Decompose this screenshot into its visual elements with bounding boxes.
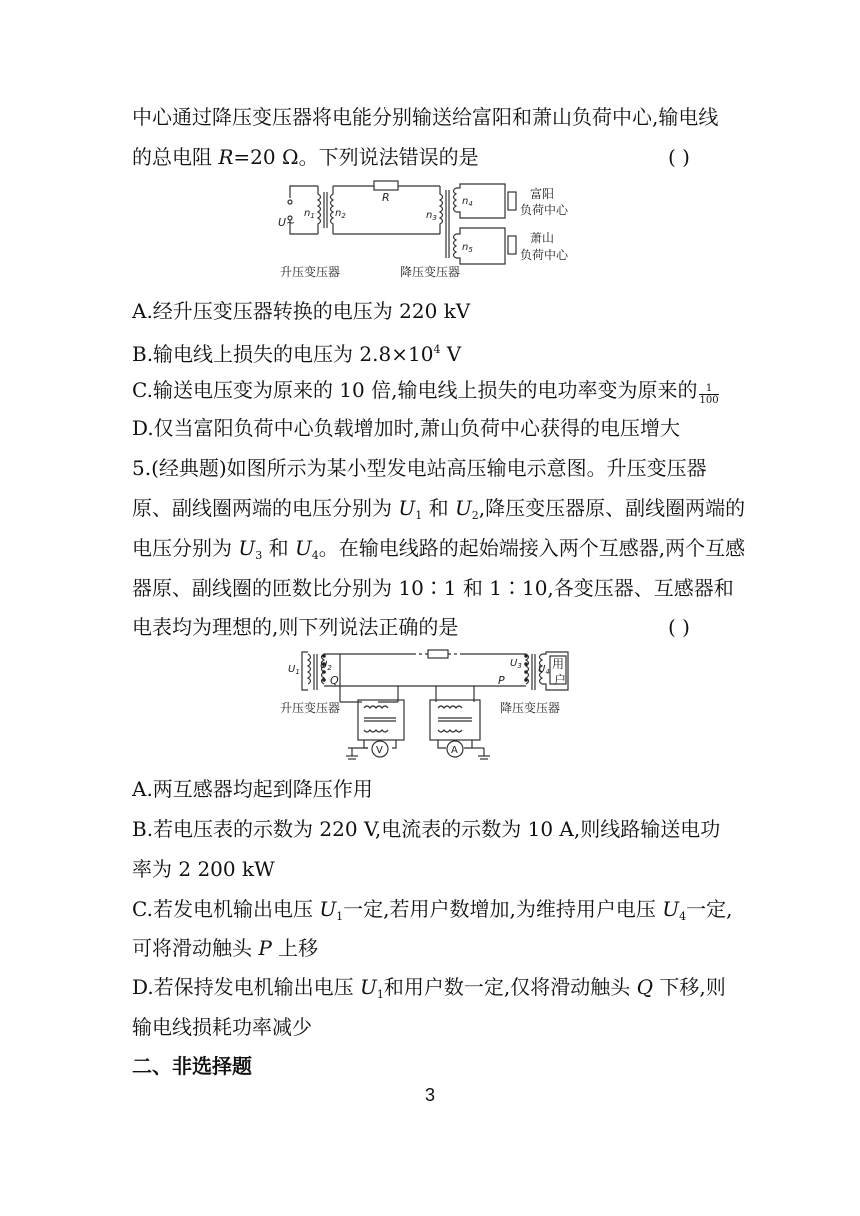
q5-option-b-line-1: B.若电压表的示数为 220 V,电流表的示数为 10 A,则线路输送电功: [132, 817, 721, 841]
q5-option-c-line-2: 可将滑动触头 P 上移: [132, 936, 319, 960]
fuyang-label-2: 负荷中心: [520, 203, 569, 217]
q5-option-b-line-2: 率为 2 200 kW: [132, 857, 275, 881]
user-label-1: 用: [552, 657, 565, 671]
step-up-label: 升压变压器: [280, 265, 341, 279]
n5-label: $n_5$: [462, 242, 473, 254]
ammeter-label: A: [451, 745, 458, 756]
q5-option-d-line-1: D.若保持发电机输出电压 $U_1$和用户数一定,仅将滑动触头 Q 下移,则: [132, 975, 726, 1001]
q5-option-d-line-2: 输电线损耗功率减少: [132, 1015, 312, 1039]
q4-stem-line-2: 的总电阻 R=20 Ω。下列说法错误的是: [132, 145, 479, 169]
q4-option-b: B.输电线上损失的电压为 $2.8\times 10^4$ V: [132, 342, 462, 366]
fuyang-label-1: 富阳: [530, 187, 555, 201]
user-label-2: 户: [554, 673, 567, 687]
q5-answer-parens: ( ): [668, 615, 690, 639]
n2-label: $n_2$: [335, 208, 346, 220]
xiaoshan-label-1: 萧山: [530, 231, 555, 245]
q4-stem-line-1: 中心通过降压变压器将电能分别输送给富阳和萧山负荷中心,输电线: [132, 105, 719, 129]
q5-stem-line-4: 器原、副线圈的匝数比分别为 10∶1 和 1∶10,各变压器、互感器和: [132, 576, 734, 600]
step-up-label: 升压变压器: [280, 701, 341, 715]
xiaoshan-label-2: 负荷中心: [520, 248, 569, 262]
step-down-label: 降压变压器: [500, 701, 561, 715]
q5-stem-line-3: 电压分别为 $U_3$ 和 $U_4$。在输电线路的起始端接入两个互感器,两个互感: [132, 536, 746, 562]
q5-stem-line-2: 原、副线圈两端的电压分别为 $U_1$ 和 $U_2$,降压变压器原、副线圈两端的: [132, 496, 746, 522]
n4-label: $n_4$: [462, 196, 473, 208]
slider-p-label: P: [498, 674, 505, 687]
u3-label: $U_3$: [510, 658, 522, 670]
q5-stem-line-5: 电表均为理想的,则下列说法正确的是: [132, 615, 459, 639]
n1-label: $n_1$: [304, 208, 315, 220]
q4-option-a: A.经升压变压器转换的电压为 220 kV: [132, 299, 471, 323]
resistor-label: R: [382, 191, 390, 204]
q4-option-c: C.输送电压变为原来的 10 倍,输电线上损失的电功率变为原来的 $\frac{1}{100}$: [132, 378, 719, 406]
q5-transmission-diagram: [278, 648, 580, 766]
q4-circuit-diagram: [268, 176, 598, 282]
voltmeter-label: V: [376, 745, 383, 756]
step-down-label: 降压变压器: [400, 265, 461, 279]
u1-label: $U_1$: [288, 664, 300, 676]
q5-option-c-line-1: C.若发电机输出电压 $U_1$一定,若用户数增加,为维持用户电压 $U_4$一定,: [132, 897, 733, 923]
q5-stem-line-1: 5.(经典题)如图所示为某小型发电站高压输电示意图。升压变压器: [132, 456, 707, 480]
fraction: $\frac{1}{100}$: [699, 383, 719, 406]
source-label: U~: [278, 216, 296, 229]
u2-label: $U_2$: [320, 660, 332, 672]
u4-label: $U_4$: [538, 664, 550, 676]
q5-option-a: A.两互感器均起到降压作用: [132, 777, 373, 801]
q4-option-d: D.仅当富阳负荷中心负载增加时,萧山负荷中心获得的电压增大: [132, 416, 681, 440]
section-title: 二、非选择题: [132, 1054, 252, 1078]
slider-q-label: Q: [330, 674, 339, 687]
q4-answer-parens: ( ): [668, 145, 690, 169]
n3-label: $n_3$: [426, 210, 437, 222]
page-number: 3: [424, 1085, 435, 1105]
